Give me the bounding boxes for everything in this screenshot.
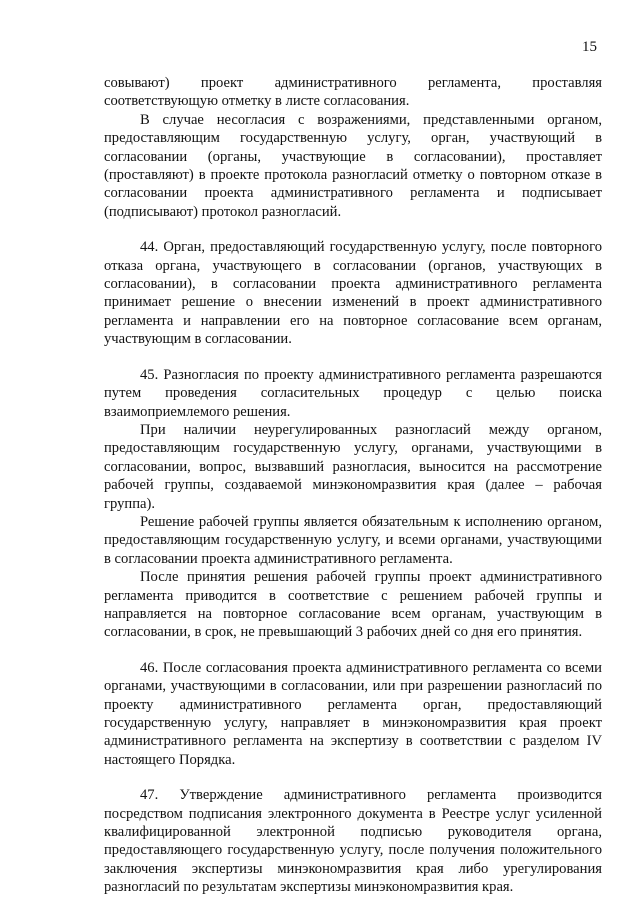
paragraph: В случае несогласия с возражениями, представленными органом, предоставляющим государственную услугу, орган, участвующий в согласовании (органы, участвующие в согласовании), проставляет (проставляют) в проекте протокола разногласий отметку о повторном отказе в согласовании проекта административного регламента и подписывает (подписывают) протокол разногласий.: [104, 111, 602, 220]
paragraph-section-47: 47. Утверждение административного регламента производится посредством подписания электронного документа в Реестре услуг усиленной квалифицированной электронной подписью руководителя органа, предоставляющего государственную услугу, после получения положительного заключения экспертизы минэкономразвития края либо урегулирования разногласий по результатам экспертизы минэкономразвития края.: [104, 787, 602, 896]
paragraph: После принятия решения рабочей группы проект административного регламента приводится в соответствие с решением рабочей группы и направляется на повторное согласование всем органам, участвующим в согласовании, в срок, не превышающий 3 рабочих дней со дня его принятия.: [104, 569, 602, 641]
page-number: 15: [582, 39, 597, 55]
paragraph-section-44: 44. Орган, предоставляющий государственную услугу, после повторного отказа органа, участвующего в согласовании (органов, участвующих в согласовании), в согласовании проекта административного регламента принимает решение о внесении изменений в проект административного регламента и направлении его на повторное согласование всем органам, участвующим в согласовании.: [104, 239, 602, 348]
paragraph: Решение рабочей группы является обязательным к исполнению органом, предоставляющим государственную услугу, и всеми органами, участвующими в согласовании проекта административного регламента.: [104, 513, 602, 567]
document-body: [104, 74, 602, 897]
paragraph: При наличии неурегулированных разногласий между органом, предоставляющим государственную услугу, органами, участвующими в согласовании, вопрос, вызвавший разногласия, выносится на рассмотрение рабочей группы, создаваемой минэкономразвития края (далее – рабочая группа).: [104, 421, 602, 512]
paragraph: совывают) проект административного регламента, проставляя соответствующую отметку в листе согласования.: [104, 75, 602, 110]
paragraph-section-45: 45. Разногласия по проекту административного регламента разрешаются путем проведения согласительных процедур с целью поиска взаимоприемлемого решения.: [104, 366, 602, 420]
paragraph-section-46: 46. После согласования проекта административного регламента со всеми органами, участвующими в согласовании, или при разрешении разногласий по проекту административного регламента орган, предоставляющий государственную услугу, направляет в минэкономразвития края проект административного регламента на экспертизу в соответствии с разделом IV настоящего Порядка.: [104, 659, 602, 768]
